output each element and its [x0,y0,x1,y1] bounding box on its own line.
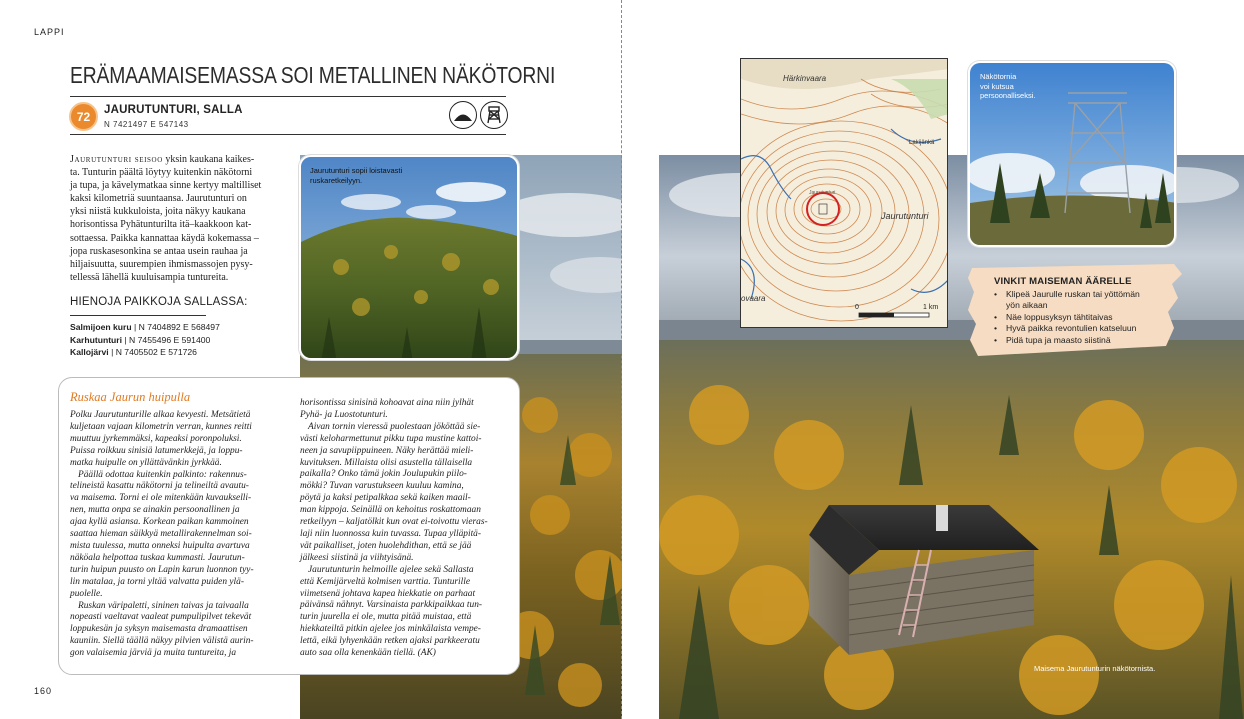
map-label: Lakijänkä [909,140,935,146]
location-coordinates: N 7421497 E 547143 [104,120,189,129]
place-name: Salmijoen kuru [70,322,132,332]
intro-line: ja tupa, ja kävelymatkaa sinne kertyy maltilliset [70,180,262,192]
intro-line: horisontissa Pyhätunturilta itä–kaakkoon kat- [70,219,252,231]
story-line: vät paikalliset, joten huolehdithan, että se jää [300,540,472,551]
title-rule [70,96,506,97]
section-label: LAPPI [34,27,65,37]
intro-line: yksin kaukana kaikes- [162,154,255,165]
map-label: Jaurutunturi [881,211,929,221]
story-line: Pyhä- ja Luostotunturi. [300,409,388,420]
page-gutter [621,0,622,719]
story-line: Polku Jaurutunturille alkaa kevyesti. Metsätietä [70,410,251,420]
story-line: mista tuulessa, mutta onneksi huipulta avartuva [70,540,250,551]
tip-item [994,323,1140,334]
story-line: lettä, eikä lyhyenkään retken ajaksi parkkeeratu [300,636,480,647]
story-line: kuljetaan vajaan kilometrin verran, kunnes reitti [70,421,252,432]
place-name: Karhutunturi [70,334,123,345]
story-line: puolelle. [70,588,103,599]
story-line: lin matalaa, ja torni yltää valvatta puiden ylä- [70,576,244,587]
places-rule [70,315,206,316]
intro-paragraph [70,153,284,284]
story-line: mökki? Tuvan varustukseen kuuluu kamina, [300,481,464,492]
intro-lead: Jaurutunturi seisoo [70,154,163,165]
place-item [70,334,220,347]
story-line: viimetsenä johtava kapea hiekkatie on parhaat [300,588,476,599]
story-line: turin huipun puusto on Lapin karun luonnon tyy- [70,564,254,575]
map-scale-label: 1 km [923,304,939,311]
subtitle-rule [70,134,506,135]
story-line: nen, mutta onpa se ainakin persoonallinen ja [70,505,240,516]
forest-caption [310,166,402,185]
story-line: retkeilyyn – kaljatölkit kun ovat ei-toivottu vieras- [300,517,488,528]
intro-line: hiljaisuutta, suurempien ihmismassojen pysy- [70,258,253,270]
story-paragraph [70,410,290,470]
story-line: västi keloharmettunut pikku tupa mustine kattoi- [300,433,482,444]
story-line: ajaa kyllä asiansa. Korkean paikan kammoinen [70,517,249,528]
place-item [70,346,220,359]
story-line: kauniin. Siellä täällä näkyy pilvien välistä aurin- [70,636,254,647]
story-line: auto saa olla kenenkään tiellä. (AK) [300,648,436,659]
tips-title: VINKIT MAISEMAN ÄÄRELLE [994,276,1132,287]
place-coords: | N 7404892 E 568497 [131,322,220,332]
caption-line: ruskaretkeilyyn. [310,175,363,185]
intro-line: yksi niistä kukkuloista, joita näkyy kaukana [70,206,246,218]
caption-line: persoonalliseksi. [980,91,1036,100]
tower-caption [980,72,1035,101]
story-line: horisontissa sinisinä kohoavat aina niin jylhät [300,398,474,408]
story-line: laji niin luonnossa kuin tuvassa. Tupaa ylläpitä- [300,528,481,539]
story-line: muuttuu jyrkemmäksi, kapeaksi poronpoluksi. [70,433,242,444]
intro-line: tellessä lähellä kuuluisampia tuntureita. [70,271,229,283]
story-line: jälkeesi siistinä ja viihtyisänä. [300,552,414,563]
intro-line: jopa ruskasesonkina se antaa usein rauhaa ja [70,245,248,257]
story-line: näköala helpottaa tuskaa kummasti. Jaurutun- [70,552,245,563]
intro-line: kaksi kilometriä suuntaansa. Jaurutunturi on [70,193,247,205]
places-heading: HIENOJA PAIKKOJA SALLASSA: [70,296,248,308]
tips-list [994,289,1140,346]
place-coords: | N 7455496 E 591400 [122,334,211,345]
landscape-caption: Maisema Jaurutunturin näkötornista. [1034,664,1156,673]
story-line: matka huipulle on yllättävänkin jyrkkää. [70,457,222,468]
tip-line: • Näe loppusyksyn tähtitaivas [1006,311,1113,322]
caption-line: voi kutsua [980,81,1014,91]
story-line: loppukesän ja syksyn maisemasta dramaattisen [70,624,248,635]
place-name: Kallojärvi [70,347,109,358]
place-coords: | N 7405502 E 571726 [108,347,197,358]
tip-item [994,312,1140,323]
tip-line: yön aikaan [1006,300,1048,311]
story-paragraph [70,601,290,661]
story-paragraph [300,398,518,422]
page-number: 160 [34,686,53,696]
lookout-tower-icon [480,101,508,129]
story-line: turin juurella ei ole, mutta pitää muistaa, että [300,612,472,623]
map-label: Jaurutunturi [809,190,836,196]
story-paragraph [300,422,518,565]
story-line: man kippoja. Seinällä on kehoitus roskattomaan [300,505,481,516]
story-line: neen ja savupiippuineen. Näky herättää mieli- [300,445,474,456]
tip-line: • Pidä tupa ja maasto siistinä [1006,334,1111,345]
story-paragraph [70,470,290,601]
map-label: Härkinvaara [783,74,827,83]
story-line: pöytä ja kaksi petipalkkaa sekä kaiken maail- [300,493,471,504]
story-line: va maisema. Torni ei ole mitenkään kuvaukselli- [70,493,252,504]
story-column-2 [300,398,518,660]
map-label: ovaara [741,294,766,303]
story-paragraph [300,565,518,660]
location-name: JAURUTUNTURI, SALLA [104,104,243,116]
story-line: Puissa roikkuu sinisiä latumerkkejä, ja loppu- [70,445,243,456]
tip-item [994,289,1140,312]
place-item [70,321,220,334]
forest-photo [299,155,519,360]
story-column-1 [70,410,290,660]
caption-line: Jaurutunturi sopii loistavasti [310,166,403,175]
story-line: Aivan tornin vieressä puolestaan jököttää sie- [308,421,481,432]
tip-item [994,335,1140,346]
story-line: kuvituksen. Millaista olisi asustella tällaisella [300,457,473,468]
topographic-map [740,58,948,328]
tip-line: • Hyvä paikka revontulien katseluun [1006,323,1137,334]
fell-icon [449,101,477,129]
story-line: Jaurutunturin helmoille ajelee sekä Sallasta [308,564,474,575]
article-title: ERÄMAAMAISEMASSA SOI METALLINEN NÄKÖTORNI [70,62,556,88]
map-scale-label: 0 [855,304,859,311]
tip-line: • Klipeä Jaurulle ruskan tai yöttömän [1006,289,1140,299]
story-line: gon valaisemia järviä ja muita tuntureita, ja [70,648,237,659]
story-line: nopeasti vaeltavat vaaleat pumpulipilvet tekevät [70,612,252,623]
story-line: saattaa hieman säikkyä metallirakennelman soi- [70,529,252,540]
story-line: hiekkateiltä pitkin ajelee jos minkälaista vempe- [300,624,481,635]
story-line: Ruskan väripaletti, sininen taivas ja taivaalla [78,600,249,611]
location-number-badge: 72 [69,102,98,131]
story-line: Päällä odottaa kuitenkin palkinto: rakennus- [78,469,247,480]
story-line: päivänsä nähnyt. Varsinaista parkkipaikkaa tun- [300,600,483,611]
intro-line: sottaessa. Paikka kannattaa käydä kokemassa – [70,232,259,244]
intro-line: ta. Tunturin päältä löytyy kuitenkin näkötorni [70,167,253,179]
story-line: että Kemijärveltä kolmisen varttia. Tunturille [300,576,471,587]
story-line: paikalla? Onko tämä jokin Joulupukin piilo- [300,469,467,480]
story-line: telineistä kasattu näkötorni ja telineiltä avautu- [70,481,249,492]
places-list [70,321,220,359]
story-title: Ruskaa Jaurun huipulla [70,390,191,404]
caption-line: Näkötornia [980,72,1017,81]
